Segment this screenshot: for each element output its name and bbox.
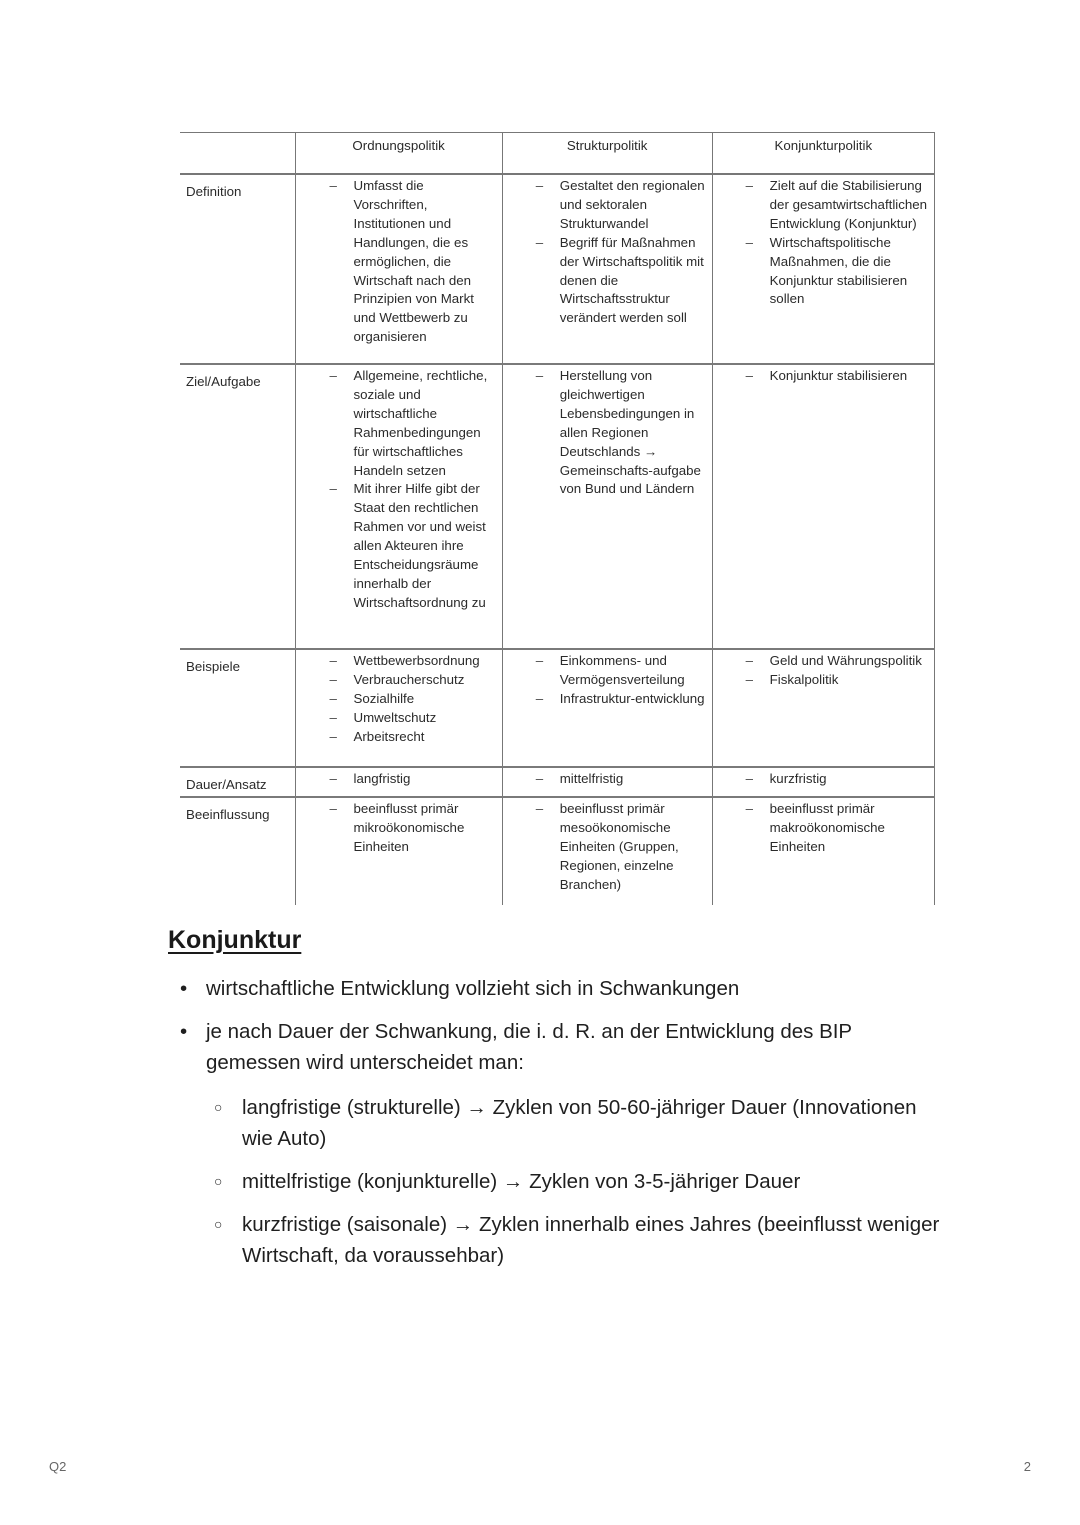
row-label: Ziel/Aufgabe: [180, 364, 295, 649]
list-item: – kurzfristig: [717, 770, 930, 789]
sub-bullet-item: ○ kurzfristige (saisonale) → Zyklen innerhalb eines Jahres (beeinflusst weniger Wirtschaft, da voraussehbar): [180, 1209, 940, 1271]
table-cell: [295, 364, 502, 649]
list-item: – Umfasst die Vorschriften, Institutionen und Handlungen, die es ermöglichen, die Wirtschaft nach den Prinzipien von Markt und Wettbewerb zu organisieren: [300, 177, 498, 347]
list-item: – Sozialhilfe: [300, 690, 498, 709]
table-cell: [502, 364, 712, 649]
table-cell: [712, 797, 934, 905]
table-cell: [712, 364, 934, 649]
table-row: [180, 174, 935, 364]
list-item: – Begriff für Maßnahmen der Wirtschaftspolitik mit denen die Wirtschaftsstruktur verändert werden soll: [507, 234, 708, 329]
table-cell: [502, 767, 712, 797]
header-ordnungspolitik: Ordnungspolitik: [295, 133, 502, 175]
list-item: – mittelfristig: [507, 770, 708, 789]
table-row: [180, 767, 935, 797]
table-cell: [295, 174, 502, 364]
list-item: – beeinflusst primär makroökonomische Einheiten: [717, 800, 930, 857]
list-item: – Arbeitsrecht: [300, 728, 498, 747]
page-number: 2: [1023, 1459, 1031, 1474]
sub-bullet-list: [180, 1092, 940, 1271]
list-item: – Einkommens- und Vermögensverteilung: [507, 652, 708, 690]
row-label: Dauer/Ansatz: [180, 767, 295, 797]
table-cell: [295, 797, 502, 905]
sub-bullet-item: ○ mittelfristige (konjunkturelle) → Zyklen von 3-5-jähriger Dauer: [180, 1166, 940, 1197]
list-item: – Mit ihrer Hilfe gibt der Staat den rechtlichen Rahmen vor und weist allen Akteuren ihre Entscheidungsräume innerhalb der Wirtschaftsordnung zu: [300, 480, 498, 612]
bullet-item: • wirtschaftliche Entwicklung vollzieht sich in Schwankungen: [180, 973, 940, 1004]
list-item: – Herstellung von gleichwertigen Lebensbedingungen in allen Regionen Deutschlands → Gemeinschafts-aufgabe von Bund und Ländern: [507, 367, 708, 499]
table-row: [180, 364, 935, 649]
table-cell: [712, 174, 934, 364]
list-item: – Umweltschutz: [300, 709, 498, 728]
section-title: Konjunktur: [168, 926, 302, 954]
list-item: – Konjunktur stabilisieren: [717, 367, 930, 386]
table-cell: [502, 797, 712, 905]
table-row: [180, 649, 935, 767]
list-item: – Allgemeine, rechtliche, soziale und wirtschaftliche Rahmenbedingungen für wirtschaftliches Handeln setzen: [300, 367, 498, 480]
list-item: – beeinflusst primär mesoökonomische Einheiten (Gruppen, Regionen, einzelne Branchen): [507, 800, 708, 895]
table-header-row: [180, 133, 935, 175]
table-cell: [502, 174, 712, 364]
table-cell: [295, 649, 502, 767]
bullet-item: • je nach Dauer der Schwankung, die i. d. R. an der Entwicklung des BIP gemessen wird unterscheidet man:: [180, 1016, 940, 1078]
row-label: Definition: [180, 174, 295, 364]
table-cell: [712, 767, 934, 797]
row-label: Beeinflussung: [186, 807, 270, 822]
list-item: – Wirtschaftspolitische Maßnahmen, die die Konjunktur stabilisieren sollen: [717, 234, 930, 310]
list-item: – Geld und Währungspolitik: [717, 652, 930, 671]
sub-bullet-item: ○ langfristige (strukturelle) → Zyklen von 50-60-jähriger Dauer (Innovationen wie Auto): [180, 1092, 940, 1154]
table-cell: [712, 649, 934, 767]
list-item: – Zielt auf die Stabilisierung der gesamtwirtschaftlichen Entwicklung (Konjunktur): [717, 177, 930, 234]
list-item: – Infrastruktur-entwicklung: [507, 690, 708, 709]
list-item: – Fiskalpolitik: [717, 671, 930, 690]
table-cell: [502, 649, 712, 767]
footer-course-label: Q2: [49, 1459, 67, 1474]
list-item: – Wettbewerbsordnung: [300, 652, 498, 671]
list-item: – langfristig: [300, 770, 498, 789]
row-label: Beispiele: [180, 649, 295, 767]
list-item: – Gestaltet den regionalen und sektoralen Strukturwandel: [507, 177, 708, 234]
header-strukturpolitik: Strukturpolitik: [502, 133, 712, 175]
table-corner: [180, 133, 295, 175]
policy-comparison-table: [180, 132, 935, 905]
list-item: – beeinflusst primär mikroökonomische Einheiten: [300, 800, 498, 857]
list-item: – Verbraucherschutz: [300, 671, 498, 690]
header-konjunkturpolitik: Konjunkturpolitik: [712, 133, 934, 175]
table-cell: [295, 767, 502, 797]
bullet-list: [180, 973, 940, 1283]
table-row: [180, 797, 935, 905]
